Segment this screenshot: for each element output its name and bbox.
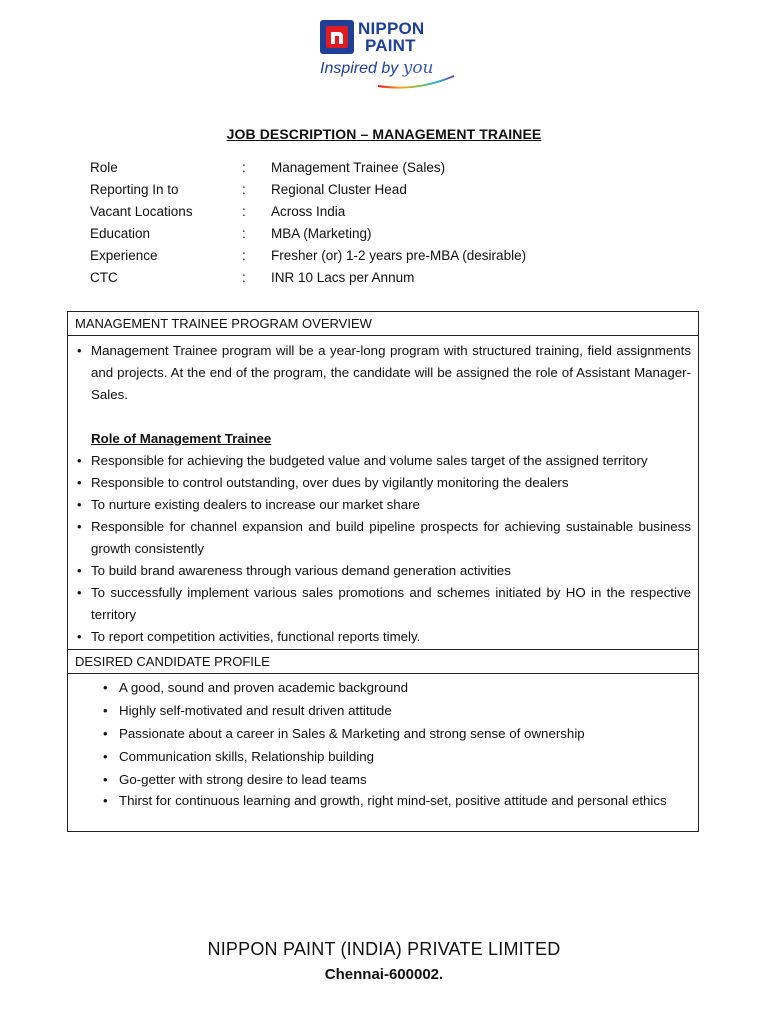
list-item: • Highly self-motivated and result driven attitude	[75, 699, 691, 722]
info-label: Role	[90, 160, 118, 175]
company-city: Chennai-600002.	[324, 966, 444, 983]
info-row-locations	[90, 201, 650, 223]
list-item: • Communication skills, Relationship building	[75, 745, 691, 768]
info-colon: :	[242, 226, 246, 241]
info-label: CTC	[90, 270, 118, 285]
rainbow-swoosh-icon	[376, 74, 456, 92]
info-row-reporting	[90, 179, 650, 201]
list-item: • Responsible for achieving the budgeted value and volume sales target of the assigned territory	[75, 450, 691, 472]
logo-mark-icon	[320, 20, 354, 54]
info-value: MBA (Marketing)	[271, 226, 372, 241]
info-value: Across India	[271, 204, 346, 219]
job-info-list	[90, 157, 650, 289]
section-heading: DESIRED CANDIDATE PROFILE	[68, 650, 698, 674]
list-item: • Thirst for continuous learning and growth, right mind-set, positive attitude and personal ethics	[75, 791, 691, 811]
info-row-ctc	[90, 267, 650, 289]
info-label: Education	[90, 226, 151, 241]
list-item: • To report competition activities, functional reports timely.	[75, 626, 691, 648]
info-label: Reporting In to	[90, 182, 179, 197]
list-item: • Responsible to control outstanding, over dues by vigilantly monitoring the dealers	[75, 472, 691, 494]
page-title: JOB DESCRIPTION – MANAGEMENT TRAINEE	[226, 126, 542, 142]
program-overview-section	[67, 311, 699, 650]
tagline-you: you	[402, 58, 434, 78]
info-row-experience	[90, 245, 650, 267]
candidate-profile-section	[67, 649, 699, 832]
info-colon: :	[242, 270, 246, 285]
info-value: INR 10 Lacs per Annum	[271, 270, 415, 285]
section-heading: MANAGEMENT TRAINEE PROGRAM OVERVIEW	[68, 312, 698, 336]
list-item: • Passionate about a career in Sales & Marketing and strong sense of ownership	[75, 722, 691, 745]
company-name: NIPPON PAINT (INDIA) PRIVATE LIMITED	[207, 939, 561, 959]
info-row-role	[90, 157, 650, 179]
info-label: Vacant Locations	[90, 204, 193, 219]
role-heading: Role of Management Trainee	[91, 431, 272, 446]
info-value: Fresher (or) 1-2 years pre-MBA (desirable)	[271, 248, 527, 263]
list-item: • To build brand awareness through various demand generation activities	[75, 560, 691, 582]
list-item: • To successfully implement various sales promotions and schemes initiated by HO in the respective territory	[75, 582, 691, 626]
list-item: • Go-getter with strong desire to lead teams	[75, 768, 691, 791]
info-label: Experience	[90, 248, 158, 263]
info-row-education	[90, 223, 650, 245]
info-colon: :	[242, 160, 246, 175]
info-value: Regional Cluster Head	[271, 182, 407, 197]
info-colon: :	[242, 204, 246, 219]
info-value: Management Trainee (Sales)	[271, 160, 446, 175]
overview-intro: • Management Trainee program will be a year-long program with structured training, field assignments and projects. At the end of the program, the candidate will be assigned the role of Assistant Manager-Sales.	[75, 340, 691, 406]
list-item: • Responsible for channel expansion and build pipeline prospects for achieving sustainable business growth consistently	[75, 516, 691, 560]
tagline-prefix: Inspired by	[320, 60, 403, 77]
info-colon: :	[242, 182, 246, 197]
list-item: • To nurture existing dealers to increase our market share	[75, 494, 691, 516]
nippon-paint-logo	[320, 18, 460, 90]
logo-word-paint: PAINT	[365, 36, 416, 55]
list-item: • A good, sound and proven academic background	[75, 676, 691, 699]
logo-word-nippon: NIPPON	[358, 19, 425, 38]
info-colon: :	[242, 248, 246, 263]
